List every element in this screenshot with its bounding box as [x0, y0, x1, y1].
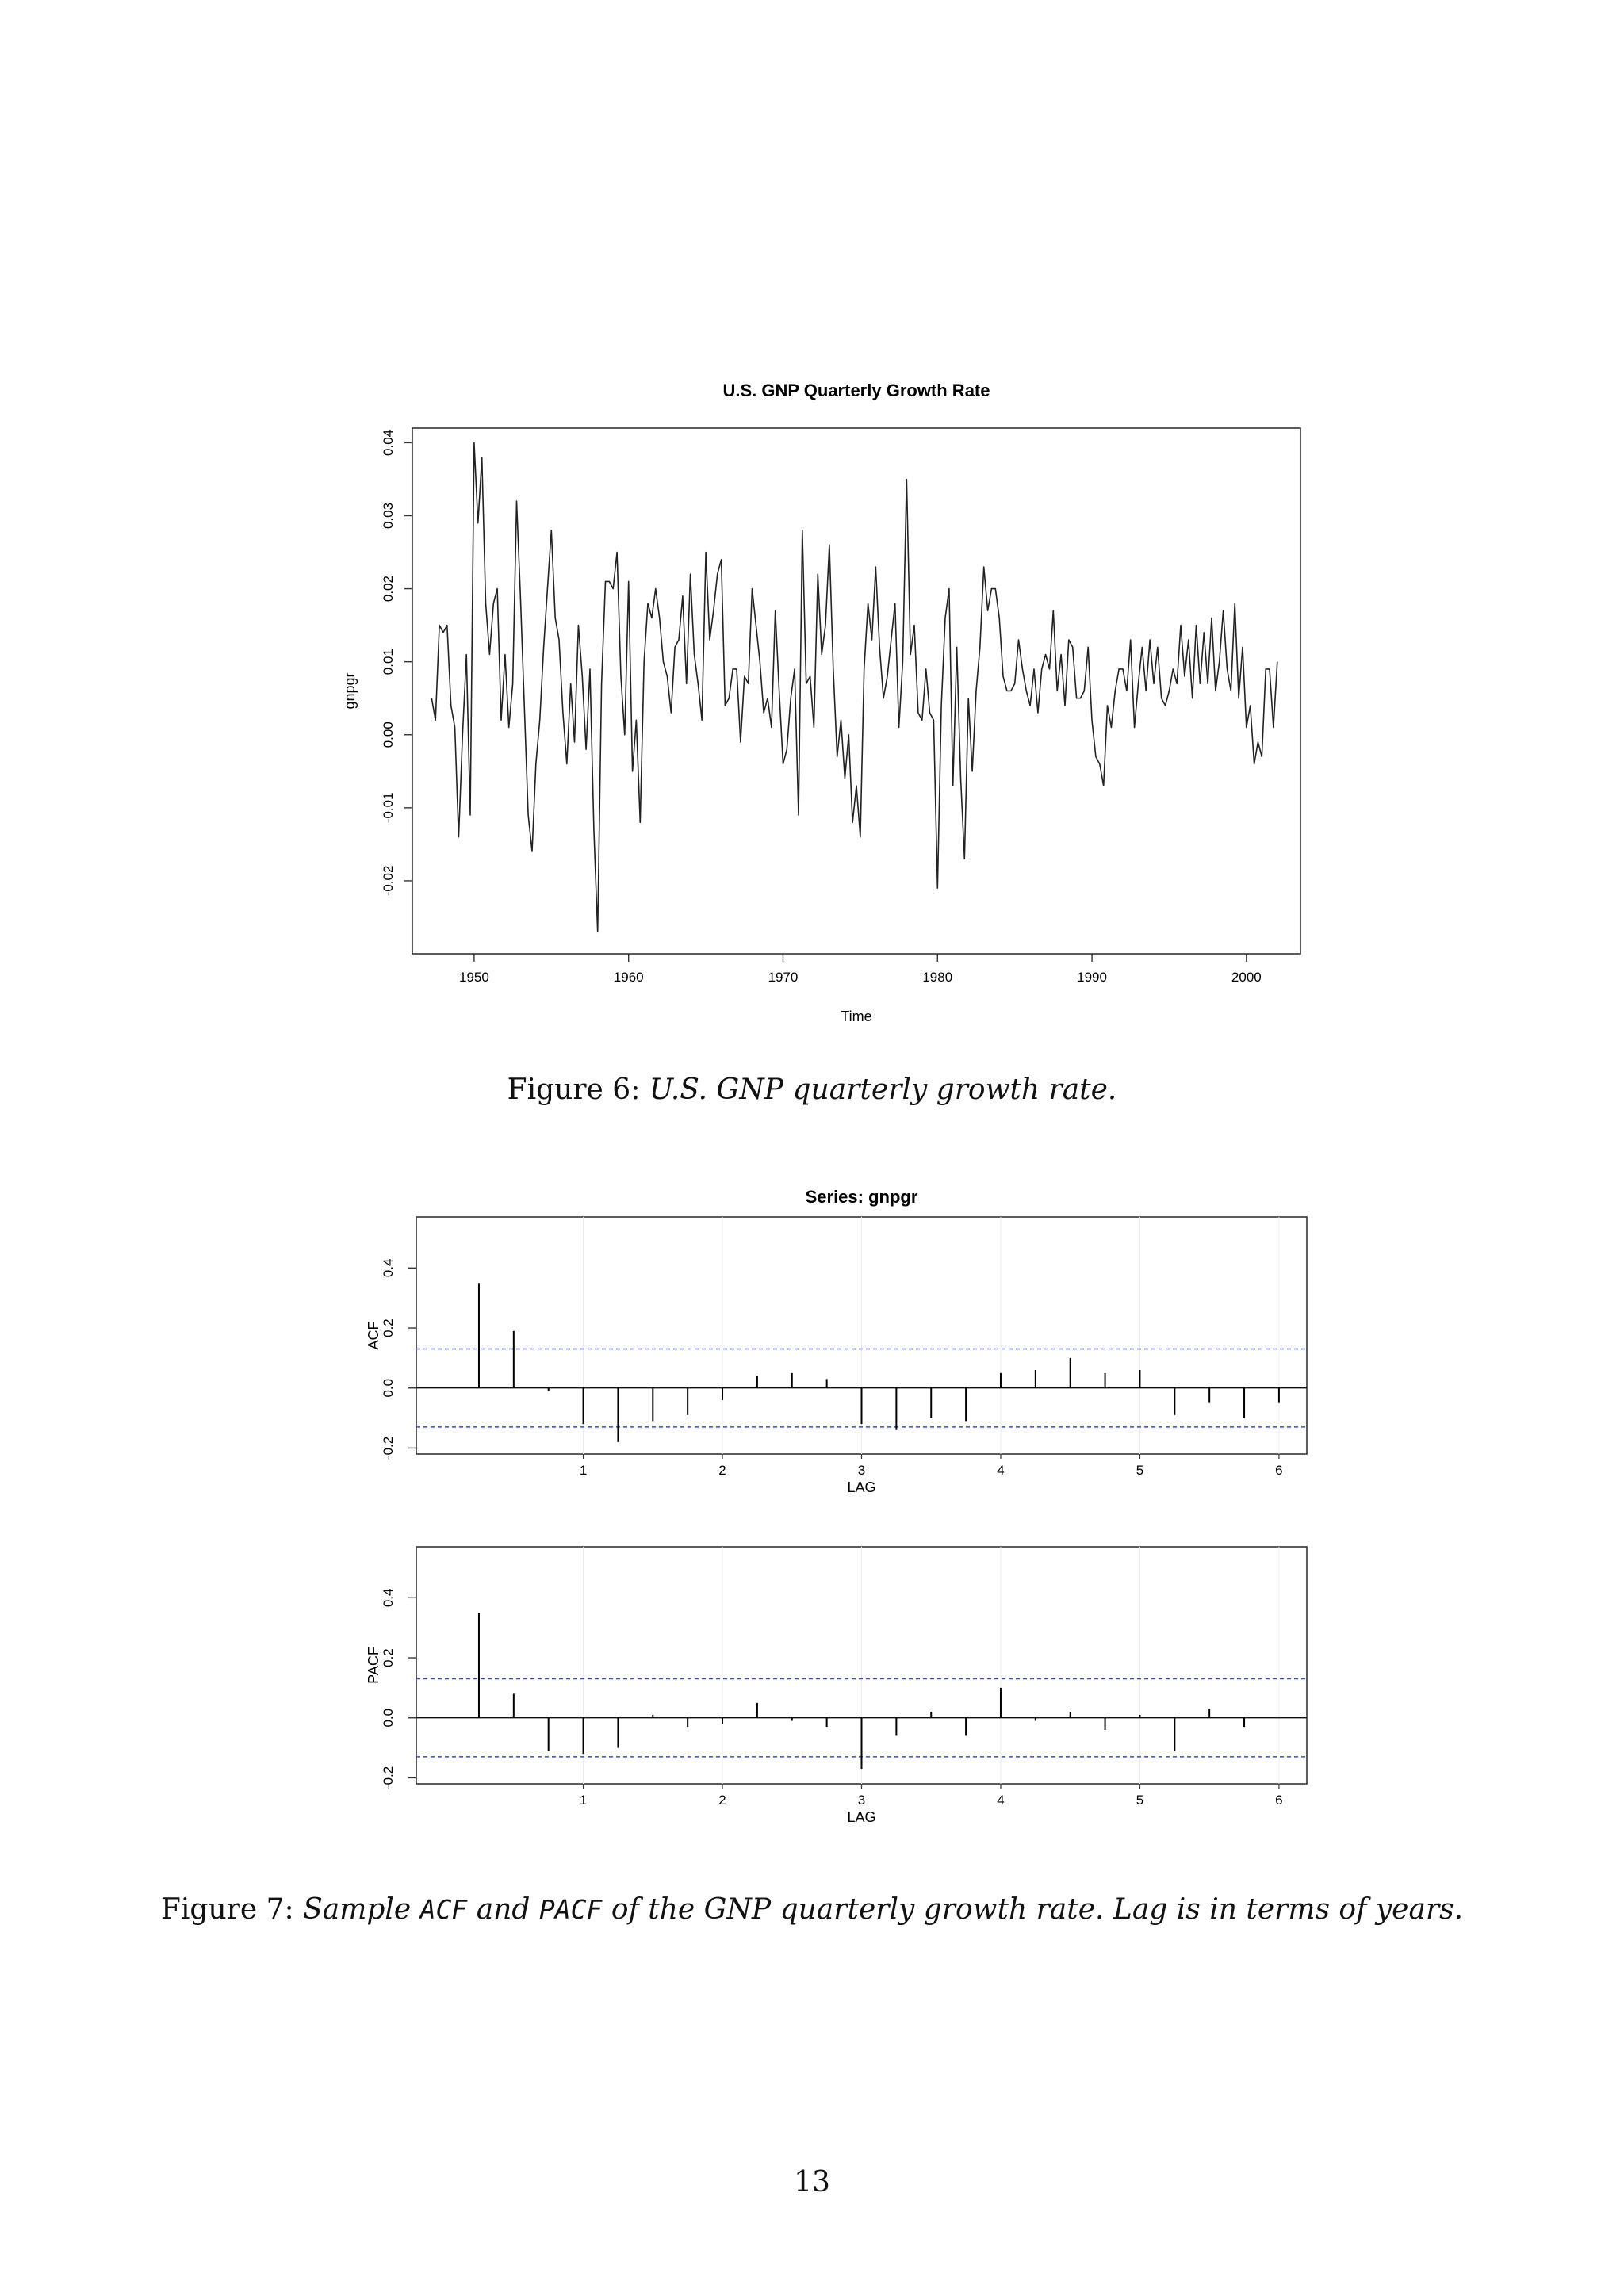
x-tick-label: 6: [1275, 1463, 1283, 1478]
y-tick-label: -0.2: [381, 1766, 396, 1790]
y-tick-label: -0.01: [381, 792, 396, 824]
x-tick-label: 1: [579, 1463, 588, 1478]
chart-title: U.S. GNP Quarterly Growth Rate: [722, 381, 990, 400]
figure7-caption-post: of the GNP quarterly growth rate. Lag is in terms of years.: [611, 1893, 1464, 1926]
figure7-caption-acf: ACF: [419, 1894, 468, 1925]
x-tick-label: 5: [1136, 1793, 1144, 1808]
y-axis-label: ACF: [366, 1321, 381, 1350]
chart-3: [366, 1547, 1307, 1825]
x-tick-label: 2000: [1231, 970, 1262, 985]
y-tick-label: 0.2: [381, 1318, 396, 1337]
x-tick-label: 3: [857, 1793, 866, 1808]
y-tick-label: 0.0: [381, 1378, 396, 1398]
y-tick-label: 0.03: [381, 502, 396, 530]
x-tick-label: 1960: [613, 970, 644, 985]
y-tick-label: 0.04: [381, 429, 396, 456]
x-tick-label: 2: [718, 1463, 726, 1478]
y-tick-label: 0.02: [381, 576, 396, 603]
y-axis-label: gnpgr: [342, 672, 358, 710]
y-tick-label: 0.0: [381, 1708, 396, 1728]
x-tick-label: 1950: [458, 970, 489, 985]
x-tick-label: 1990: [1077, 970, 1107, 985]
x-tick-label: 1: [579, 1793, 588, 1808]
y-axis-label: PACF: [366, 1647, 381, 1684]
x-axis-label: LAG: [847, 1479, 876, 1495]
figure7-caption-and: and: [476, 1893, 530, 1926]
figure6-caption-label: Figure 6:: [507, 1073, 641, 1106]
x-tick-label: 3: [857, 1463, 866, 1478]
y-tick-label: 0.01: [381, 649, 396, 675]
series-line: [431, 442, 1277, 932]
x-tick-label: 6: [1275, 1793, 1283, 1808]
x-tick-label: 4: [997, 1463, 1005, 1478]
x-axis-label: Time: [841, 1008, 872, 1024]
figure7-caption-pre: Sample: [303, 1893, 412, 1926]
x-tick-label: 4: [997, 1793, 1005, 1808]
x-tick-label: 1980: [922, 970, 953, 985]
y-tick-label: 0.00: [381, 721, 396, 748]
figure6-caption-text: U.S. GNP quarterly growth rate.: [649, 1073, 1117, 1106]
figure7-caption-label: Figure 7:: [160, 1893, 294, 1926]
y-tick-label: 0.4: [381, 1588, 396, 1608]
plot-frame: [412, 428, 1300, 954]
figure7-caption-pacf: PACF: [538, 1894, 603, 1925]
x-axis-label: LAG: [847, 1809, 876, 1825]
x-tick-label: 1970: [768, 970, 799, 985]
chart-title: Series: gnpgr: [805, 1187, 918, 1207]
figure7-caption: [0, 1893, 1624, 1926]
y-tick-label: -0.02: [381, 865, 396, 897]
y-tick-label: -0.2: [381, 1436, 396, 1460]
y-tick-label: 0.2: [381, 1648, 396, 1667]
chart-1: [342, 381, 1300, 1024]
figure6-caption: [0, 1073, 1624, 1106]
page-number: 13: [794, 2166, 830, 2198]
chart-2: [366, 1187, 1307, 1495]
y-tick-label: 0.4: [381, 1258, 396, 1278]
x-tick-label: 2: [718, 1793, 726, 1808]
x-tick-label: 5: [1136, 1463, 1144, 1478]
